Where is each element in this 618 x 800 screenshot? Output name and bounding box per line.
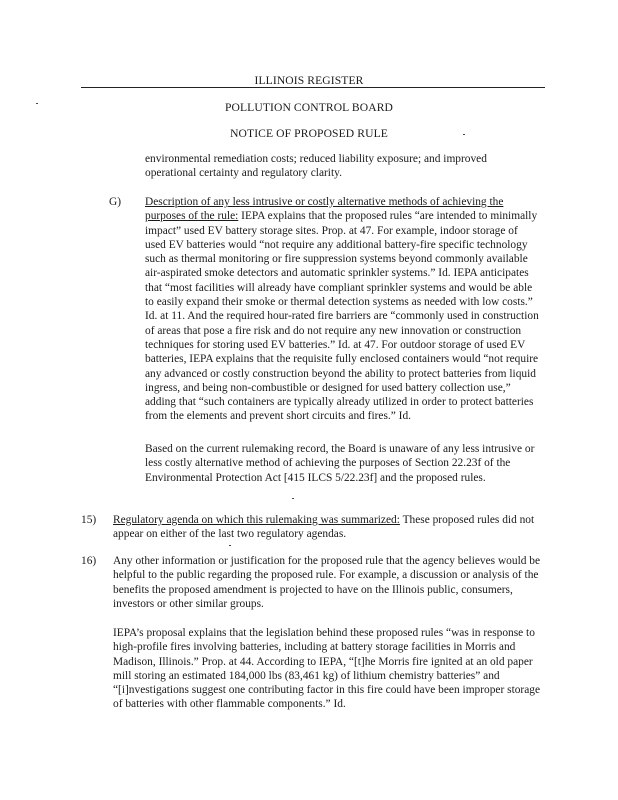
item-16-paragraph: Any other information or justification for the proposed rule that the agency believes would be helpful to the public regarding the proposed rule. For example, a discussion or analysis of the benefits the proposed amendment is projected to have on the Illinois public, consumers, investors or other similar groups. xyxy=(113,555,541,610)
section-g-body: IEPA explains that the proposed rules “are intended to minimally impact” used EV battery storage sites. Prop. at 47. For example, indoor storage of used EV batteries would “not require any additional battery-fire specific technology such as thermal monitoring or fire suppression systems beyond commonly available air-aspirated smoke detectors and automatic sprinkler systems.” Id. IEPA anticipates that “most facilities will already have compliant sprinkler systems and would be able to easily expand their smoke or thermal detection systems as needed with low costs.” Id. at 11. And the required hour-rated fire barriers are “commonly used in construction of areas that pose a fire risk and do not require any new innovation or construction techniques for storing used EV batteries.” Id. at 47. For outdoor storage of used EV batteries, IEPA explains that the requisite fully enclosed containers would “not require any advanced or costly construction beyond the ability to protect batteries from liquid ingress, and being non-combustible or designed for used battery collection use,” adding that “such containers are typically already utilized in order to protect batteries from the elements and prevent short circuits and fires.” Id. xyxy=(145,210,539,423)
notice-title: NOTICE OF PROPOSED RULE xyxy=(230,127,388,140)
scan-speck xyxy=(229,545,231,546)
item-15-paragraph xyxy=(113,513,541,542)
intro-continuation: environmental remediation costs; reduced liability exposure; and improved operational certainty and regulatory clarity. xyxy=(145,153,487,180)
item-15-body: These proposed rules did not appear on either of the last two regulatory agendas. xyxy=(113,514,535,541)
item-16-number: 16) xyxy=(81,555,97,567)
section-g-label: G) xyxy=(109,196,122,208)
header-rule xyxy=(81,87,545,88)
scan-speck xyxy=(292,498,294,499)
item-15-heading: Regulatory agenda on which this rulemaking was summarized: xyxy=(113,514,400,526)
section-g-paragraph xyxy=(145,195,540,424)
item-15-number: 15) xyxy=(81,514,97,526)
board-title: POLLUTION CONTROL BOARD xyxy=(224,101,394,114)
register-title: ILLINOIS REGISTER xyxy=(254,74,364,87)
board-paragraph: Based on the current rulemaking record, the Board is unaware of any less intrusive or less costly alternative method of achieving the purposes of Section 22.23f of the Environmental Protection Act [415 ILCS 5/22.23f] and the proposed rules. xyxy=(145,443,535,484)
scan-speck xyxy=(463,134,465,135)
scan-speck xyxy=(36,103,38,104)
section-g-heading: Description of any less intrusive or costly alternative methods of achieving the purposes of the rule: xyxy=(145,196,504,223)
iepa-paragraph: IEPA’s proposal explains that the legislation behind these proposed rules “was in response to high-profile fires involving batteries, including at battery storage facilities in Morris and Madison, Illinois.” Prop. at 44. According to IEPA, “[t]he Morris fire ignited at an old paper mill storing an estimated 184,000 lbs (83,461 kg) of lithium chemistry batteries” and “[i]nvestigations suggest one contributing factor in this fire could have been improper storage of batteries with other flammable components.” Id. xyxy=(113,627,541,711)
